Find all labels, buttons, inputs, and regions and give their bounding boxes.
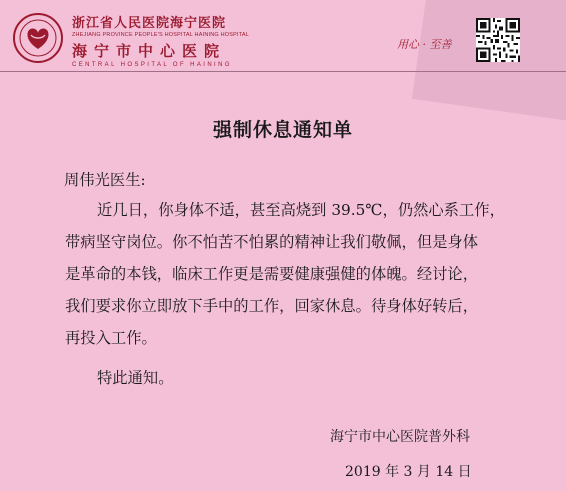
closing-line: 特此通知。	[97, 369, 174, 387]
hospital-name-primary: 浙江省人民医院海宁医院	[72, 16, 227, 31]
notice-title: 强制休息通知单	[212, 119, 353, 141]
hospital-logo-icon	[12, 12, 64, 64]
body-line: 我们要求你立即放下手中的工作，回家休息。待身体好转后，	[65, 297, 479, 315]
hospital-name-block	[72, 12, 249, 68]
body-line: 带病坚守岗位。你不怕苦不怕累的精神让我们敬佩，但是身体	[65, 233, 479, 251]
issuer-department: 海宁市中心医院普外科	[330, 429, 470, 445]
body-line: 再投入工作。	[65, 329, 157, 347]
body-line: 是革命的本钱，临床工作更是需要健康强健的体魄。经讨论，	[65, 265, 479, 283]
salutation: 周伟光医生:	[64, 171, 146, 189]
qr-code-icon	[476, 18, 520, 62]
hospital-name-primary-en: ZHEJIANG PROVINCE PEOPLE'S HOSPITAL HAINING HOSPITAL	[72, 32, 249, 38]
header-divider	[0, 71, 566, 72]
hospital-name-secondary-en: CENTRAL HOSPITAL OF HAINING	[72, 62, 232, 68]
issue-date: 2019 年 3 月 14 日	[345, 464, 472, 480]
hospital-slogan: 用心 · 至善	[397, 38, 452, 51]
body-line: 近几日，你身体不适，甚至高烧到 39.5℃，仍然心系工作，	[97, 201, 505, 219]
hospital-name-secondary: 海宁市中心医院	[72, 42, 227, 60]
